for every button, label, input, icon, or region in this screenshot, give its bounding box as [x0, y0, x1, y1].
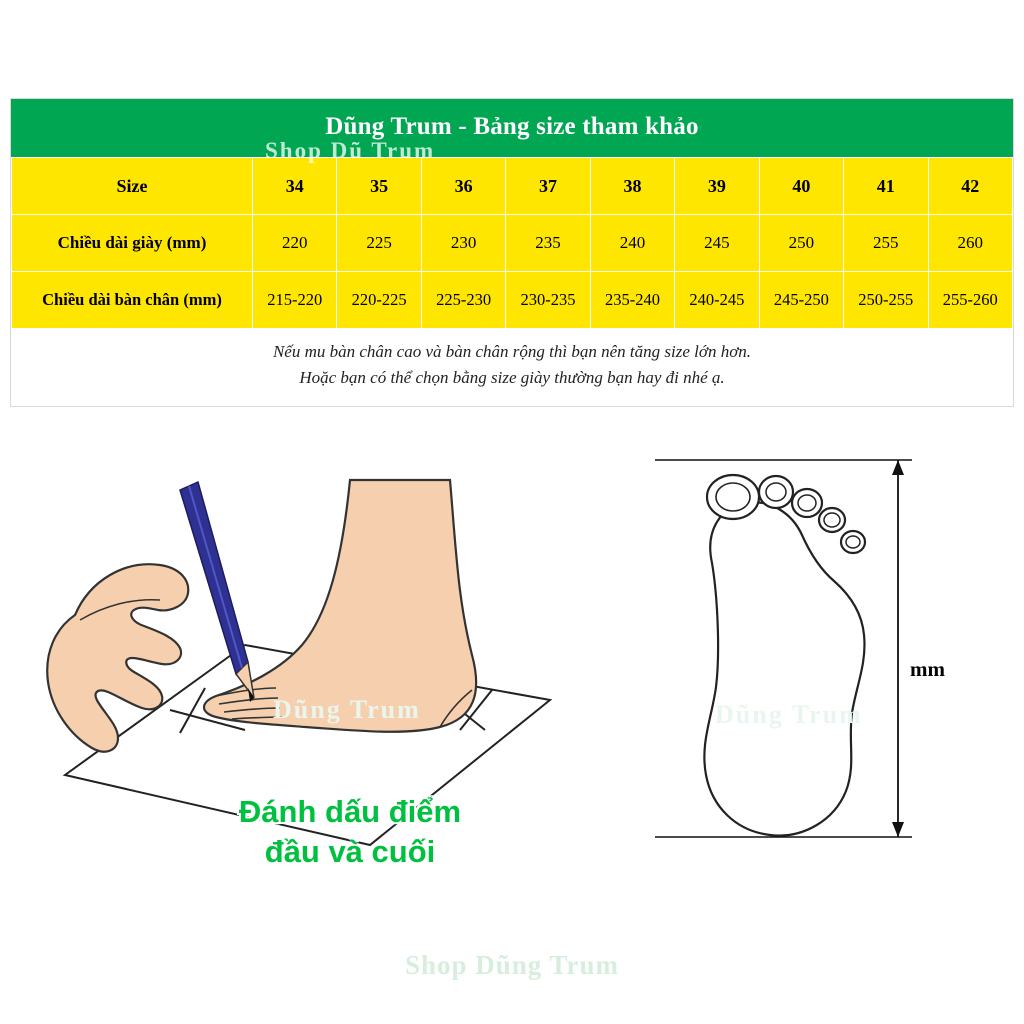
- table-row: [12, 158, 1013, 215]
- illustration-area: [0, 430, 1024, 950]
- cell-foot-len-41: 250-255: [844, 272, 928, 329]
- arrow-head-bottom: [892, 822, 904, 837]
- cell-shoe-len-36: 230: [421, 215, 505, 272]
- cell-size-42: 42: [928, 158, 1013, 215]
- toe-3: [792, 489, 822, 517]
- cell-size-41: 41: [844, 158, 928, 215]
- right-watermark: Dũng Trum: [715, 700, 863, 729]
- size-chart-card: [10, 98, 1014, 407]
- toe-5: [841, 531, 865, 553]
- caption-line-2: đầu và cuối: [264, 834, 436, 870]
- cell-size-38: 38: [590, 158, 674, 215]
- cell-size-34: 34: [253, 158, 337, 215]
- cell-foot-len-36: 225-230: [421, 272, 505, 329]
- row-label-foot-length: Chiều dài bàn chân (mm): [12, 272, 253, 329]
- cell-shoe-len-40: 250: [759, 215, 843, 272]
- cell-shoe-len-35: 225: [337, 215, 421, 272]
- cell-shoe-len-37: 235: [506, 215, 590, 272]
- illustration-caption: [140, 792, 560, 873]
- cell-foot-len-39: 240-245: [675, 272, 759, 329]
- toe-2: [759, 476, 793, 508]
- arrow-head-top: [892, 460, 904, 475]
- size-chart-note: [11, 329, 1013, 406]
- note-line-2: Hoặc bạn có thể chọn bằng size giày thường bạn hay đi nhé ạ.: [299, 368, 725, 388]
- foot-tracing-illustration: [20, 430, 600, 900]
- size-chart-table: [11, 157, 1013, 329]
- toe-big: [707, 475, 759, 519]
- toe-4: [819, 508, 845, 532]
- foot-shape: [204, 480, 476, 732]
- measure-unit-label: mm: [910, 657, 945, 681]
- cell-shoe-len-39: 245: [675, 215, 759, 272]
- cell-shoe-len-38: 240: [590, 215, 674, 272]
- cell-size-36: 36: [421, 158, 505, 215]
- cell-foot-len-37: 230-235: [506, 272, 590, 329]
- footer-watermark: Shop Dũng Trum: [404, 950, 620, 980]
- cell-foot-len-38: 235-240: [590, 272, 674, 329]
- row-label-size: Size: [12, 158, 253, 215]
- note-line-1: Nếu mu bàn chân cao và bàn chân rộng thì bạn nên tăng size lớn hơn.: [272, 342, 752, 361]
- caption-line-1: Đánh dấu điểm: [238, 794, 462, 829]
- left-watermark: Dũng Trum: [273, 695, 421, 724]
- foot-measure-illustration: [620, 435, 1010, 865]
- row-label-shoe-length: Chiều dài giày (mm): [12, 215, 253, 272]
- cell-shoe-len-34: 220: [253, 215, 337, 272]
- cell-foot-len-35: 220-225: [337, 272, 421, 329]
- size-chart-title: Dũng Trum - Bảng size tham khảo: [11, 99, 1013, 157]
- cell-size-35: 35: [337, 158, 421, 215]
- cell-shoe-len-41: 255: [844, 215, 928, 272]
- cell-size-37: 37: [506, 158, 590, 215]
- table-row: [12, 272, 1013, 329]
- cell-size-40: 40: [759, 158, 843, 215]
- cell-shoe-len-42: 260: [928, 215, 1013, 272]
- sole-outline: [704, 502, 864, 835]
- cell-foot-len-40: 245-250: [759, 272, 843, 329]
- cell-size-39: 39: [675, 158, 759, 215]
- cell-foot-len-42: 255-260: [928, 272, 1013, 329]
- cell-foot-len-34: 215-220: [253, 272, 337, 329]
- table-watermark: Shop Dũ Trum: [265, 138, 436, 163]
- foot-measure-svg: [620, 435, 1010, 865]
- table-row: [12, 215, 1013, 272]
